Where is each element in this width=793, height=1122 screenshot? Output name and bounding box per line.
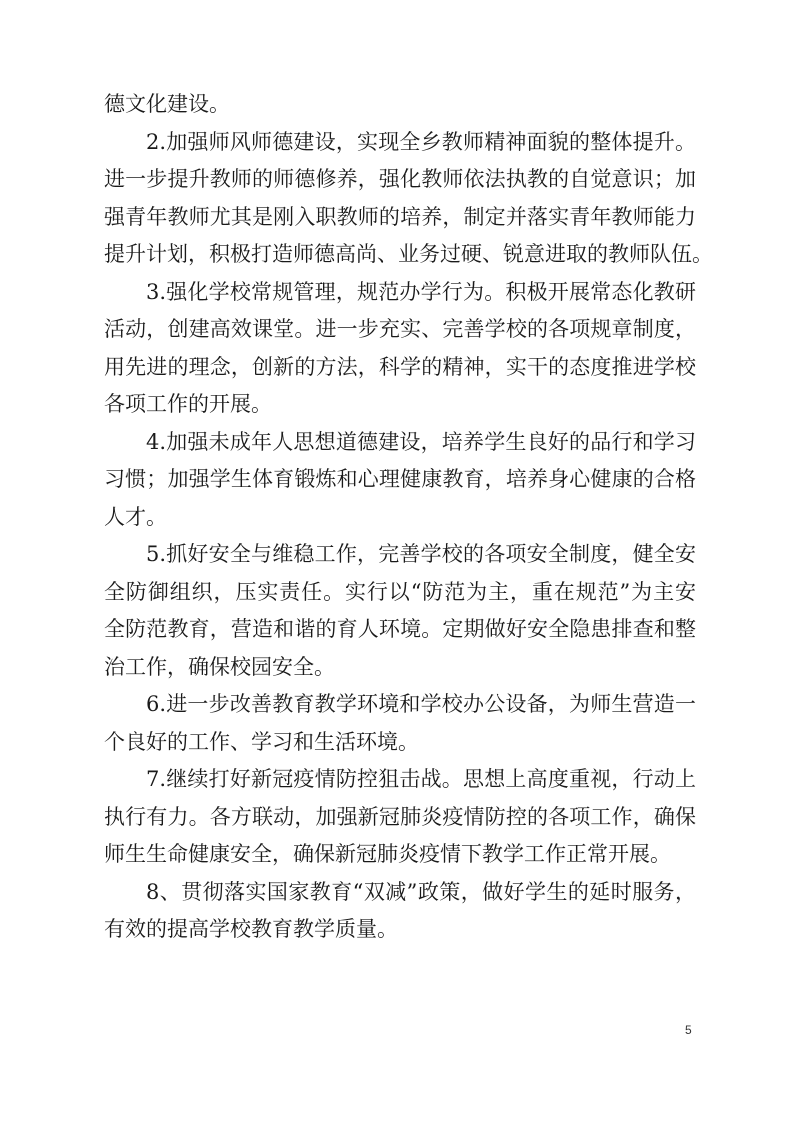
text-line: 强青年教师尤其是刚入职教师的培养，制定并落实青年教师能力 xyxy=(104,204,696,229)
text-line: 各项工作的开展。 xyxy=(104,392,272,416)
text-line: 6.进一步改善教育教学环境和学校办公设备，为师生营造一 xyxy=(146,692,696,716)
text-line: 进一步提升教师的师德修养，强化教师依法执教的自觉意识；加 xyxy=(104,167,696,191)
paragraph-item-7 xyxy=(104,761,696,874)
paragraph-item-4 xyxy=(104,424,696,537)
text-line: 有效的提高学校教育教学质量。 xyxy=(104,917,398,941)
text-line: 执行有力。各方联动，加强新冠肺炎疫情防控的各项工作，确保 xyxy=(104,804,696,829)
paragraph-item-2 xyxy=(104,124,713,274)
text-line: 7.继续打好新冠疫情防控狙击战。思想上高度重视，行动上 xyxy=(146,767,696,791)
paragraph-continuation xyxy=(104,86,696,124)
text-line: 习惯；加强学生体育锻炼和心理健康教育，培养身心健康的合格 xyxy=(104,467,696,491)
page-number: 5 xyxy=(685,1023,692,1037)
text-line: 3.强化学校常规管理，规范办学行为。积极开展常态化教研 xyxy=(146,279,696,304)
text-line: 治工作，确保校园安全。 xyxy=(104,654,335,679)
text-line: 活动，创建高效课堂。进一步充实、完善学校的各项规章制度， xyxy=(104,317,696,341)
text-line: 4.加强未成年人思想道德建设，培养学生良好的品行和学习 xyxy=(146,429,696,454)
paragraph-item-6 xyxy=(104,686,696,761)
document-body xyxy=(104,86,713,949)
text-line: 全防范教育，营造和谐的育人环境。定期做好安全隐患排查和整 xyxy=(104,617,696,641)
text-line: 全防御组织，压实责任。实行以“防范为主，重在规范”为主安 xyxy=(104,579,696,604)
paragraph-item-3 xyxy=(104,274,696,424)
text-line: 提升计划，积极打造师德高尚、业务过硬、锐意进取的教师队伍。 xyxy=(104,242,713,266)
text-line: 5.抓好安全与维稳工作，完善学校的各项安全制度，健全安 xyxy=(146,542,696,566)
paragraph-item-5 xyxy=(104,536,696,686)
text-line: 8、贯彻落实国家教育“双减”政策，做好学生的延时服务， xyxy=(146,879,696,904)
text-line: 德文化建设。 xyxy=(104,92,230,116)
text-line: 用先进的理念，创新的方法，科学的精神，实干的态度推进学校 xyxy=(104,354,696,379)
paragraph-item-8 xyxy=(104,874,696,949)
text-line: 师生生命健康安全，确保新冠肺炎疫情下教学工作正常开展。 xyxy=(104,842,671,866)
text-line: 人才。 xyxy=(104,504,167,529)
text-line: 个良好的工作、学习和生活环境。 xyxy=(104,729,419,754)
text-line: 2.加强师风师德建设，实现全乡教师精神面貌的整体提升。 xyxy=(146,129,696,154)
